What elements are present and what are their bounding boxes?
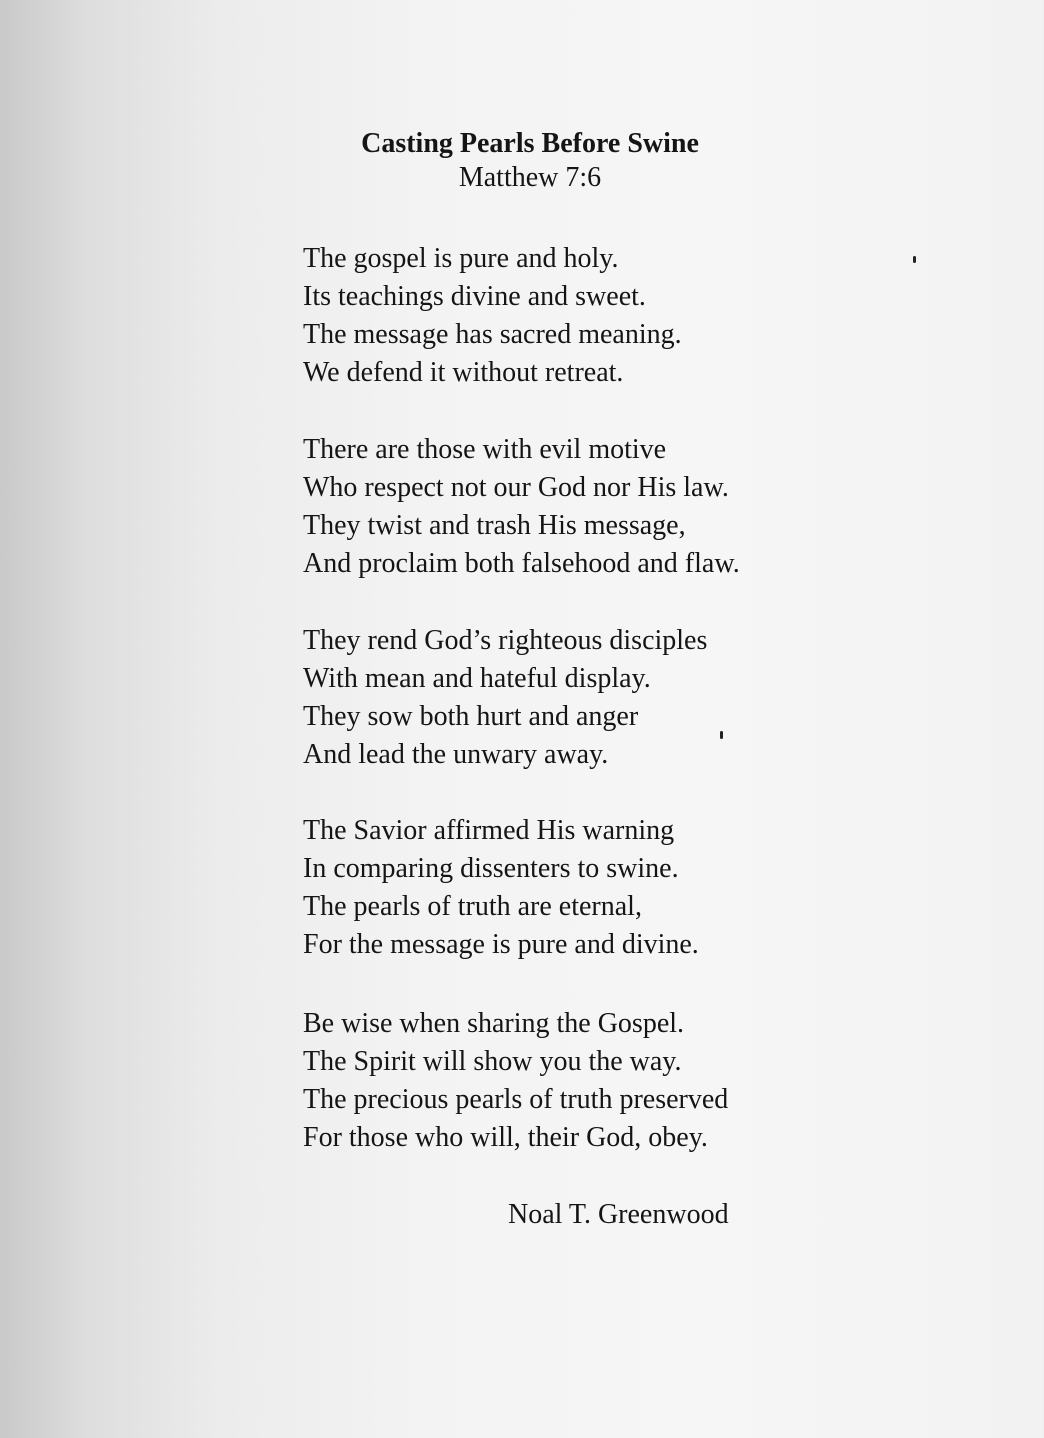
poem-line: The message has sacred meaning. [303, 319, 682, 350]
poem-line: The gospel is pure and holy. [303, 243, 619, 274]
poem-line: Its teachings divine and sweet. [303, 281, 646, 312]
poem-line: And lead the unwary away. [303, 739, 609, 770]
poem-line: The pearls of truth are eternal, [303, 891, 642, 922]
scripture-reference: Matthew 7:6 [458, 162, 602, 193]
poem-line: With mean and hateful display. [303, 663, 651, 694]
poem-line: For the message is pure and divine. [303, 929, 699, 960]
stanza-4 [303, 812, 1003, 964]
poem-line: The Savior affirmed His warning [303, 815, 675, 846]
poem-line: They twist and trash His message, [303, 510, 686, 541]
poem-line: We defend it without retreat. [303, 357, 624, 388]
ink-speck [913, 256, 916, 263]
poem-line: And proclaim both falsehood and flaw. [303, 548, 740, 579]
poem-line: For those who will, their God, obey. [303, 1122, 708, 1153]
poem-line: The precious pearls of truth preserved [303, 1084, 729, 1115]
poem-line: Who respect not our God nor His law. [303, 472, 729, 503]
stanza-2 [303, 431, 1003, 583]
stanza-3 [303, 622, 1003, 774]
poem-line: There are those with evil motive [303, 434, 667, 465]
stanza-5 [303, 1005, 1003, 1157]
poem-line: They sow both hurt and anger [303, 701, 639, 732]
poem-line: In comparing dissenters to swine. [303, 853, 679, 884]
poem-line: The Spirit will show you the way. [303, 1046, 682, 1077]
poem-title: Casting Pearls Before Swine [361, 128, 699, 159]
poem-line: Be wise when sharing the Gospel. [303, 1008, 685, 1039]
author-signature: Noal T. Greenwood [508, 1199, 729, 1230]
poem-line: They rend God’s righteous disciples [303, 625, 708, 656]
ink-speck [720, 731, 723, 739]
stanza-1 [303, 240, 1003, 392]
